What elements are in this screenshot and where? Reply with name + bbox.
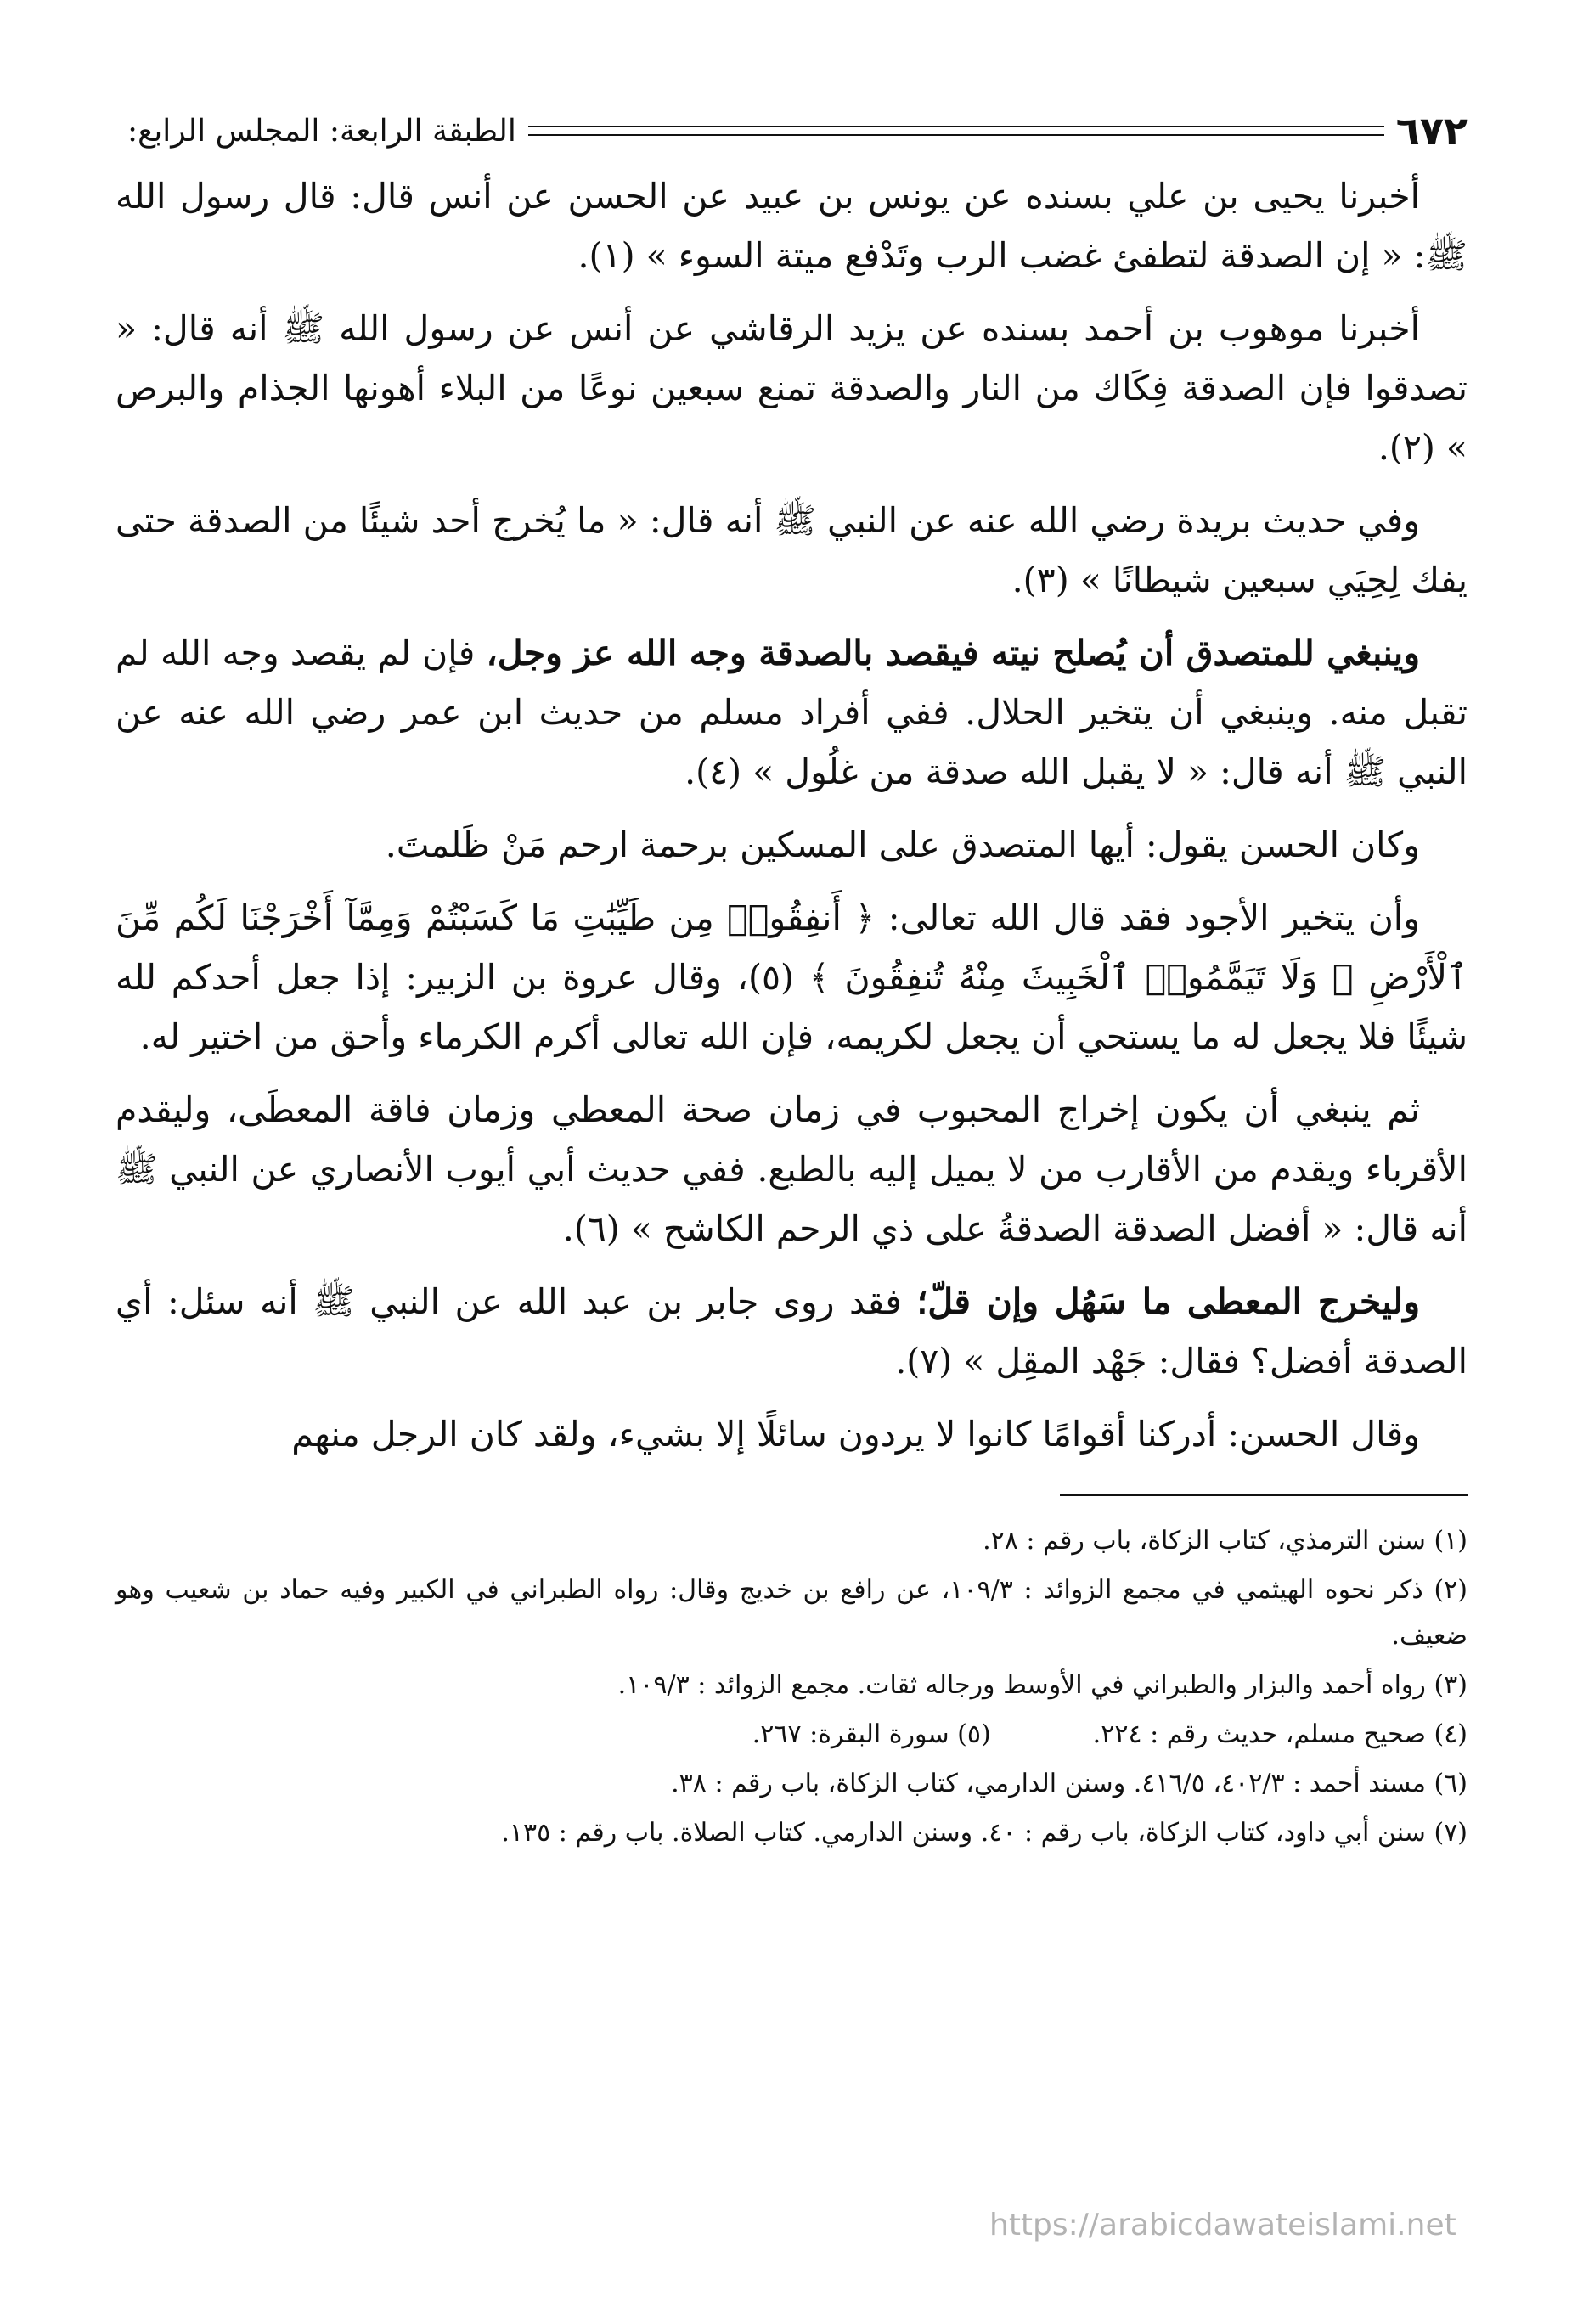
paragraph-text: وفي حديث بريدة رضي الله عنه عن النبي ﷺ أنه قال: « ما يُخرج أحد شيئًا من الصدقة حتى يفك لِحِيَي سبعين شيطانًا » (٣). [115,500,1468,600]
paragraph [115,815,1468,875]
paragraph [115,299,1468,477]
paragraph-text: وقال الحسن: أدركنا أقوامًا كانوا لا يردون سائلًا إلا بشيء، ولقد كان الرجل منهم [291,1414,1420,1455]
footnote-2: (٢) ذكر نحوه الهيثمي في مجمع الزوائد : ١٠٩/٣، عن رافع بن خديج وقال: رواه الطبراني في الكبير وفيه حماد بن شعيب وهو ضعيف. [115,1575,1468,1651]
paragraph-lead: وليخرج المعطى ما سَهُل وإن قلّ؛ [916,1281,1421,1322]
paragraph [115,623,1468,802]
paragraph [115,888,1468,1066]
paragraph-text: ثم ينبغي أن يكون إخراج المحبوب في زمان صحة المعطي وزمان فاقة المعطَى، وليقدم الأقرباء ويقدم من الأقارب من لا يميل إليه بالطبع. ففي حديث أبي أيوب الأنصاري عن النبي ﷺ أنه قال: « أفضل الصدقة الصدقةُ على ذي الرحم الكاشح » (٦). [115,1089,1468,1249]
footnote-5: (٥) سورة البقرة: ٢٦٧. [752,1719,991,1749]
paragraph-text: أخبرنا يحيى بن علي بسنده عن يونس بن عبيد عن الحسن عن أنس قال: قال رسول الله ﷺ: « إن الصدقة لتطفئ غضب الرب وتَدْفع ميتة السوء » (١). [115,176,1468,276]
paragraph-lead: وينبغي للمتصدق أن يُصلح نيته فيقصد بالصدقة وجه الله عز وجل، [486,633,1421,673]
watermark-url: https://arabicdawateislami.net [989,2208,1456,2242]
paragraph [115,1272,1468,1391]
paragraph [115,166,1468,285]
footnote-separator [1060,1494,1468,1496]
footnote-1: (١) سنن الترمذي، كتاب الزكاة، باب رقم : ٢٨. [983,1526,1468,1556]
page-header [115,100,1468,161]
paragraph-text: فقد روى جابر بن عبد الله عن النبي ﷺ أنه سئل: أي الصدقة أفضل؟ فقال: جَهْد المقِل » (٧). [115,1281,1468,1381]
paragraph [115,491,1468,610]
footnote-7: (٧) سنن أبي داود، كتاب الزكاة، باب رقم : ٤٠. وسنن الدارمي. كتاب الصلاة. باب رقم : ١٣٥. [501,1818,1468,1848]
paragraph-text: وأن يتخير الأجود فقد قال الله تعالى: ﴿ أَنفِقُوا۟ مِن طَيِّبَٰتِ مَا كَسَبْتُمْ وَمِمَّآ أَخْرَجْنَا لَكُم مِّنَ ٱلْأَرْضِ ۖ وَلَا تَيَمَّمُوا۟ ٱلْخَبِيثَ مِنْهُ تُنفِقُونَ ﴾ (٥)، وقال عروة بن الزبير: إذا جعل أحدكم لله شيئًا فلا يجعل له ما يستحي أن يجعل لكريمه، فإن الله تعالى أكرم الكرماء وأحق من اختير له. [115,898,1468,1057]
page-number: ٦٧٢ [1395,108,1468,154]
paragraph-text: فإن لم يقصد وجه الله لم تقبل منه. وينبغي أن يتخير الحلال. ففي أفراد مسلم من حديث ابن عمر رضي الله عنه عن النبي ﷺ أنه قال: « لا يقبل الله صدقة من غلُول » (٤). [115,633,1468,792]
footnotes [115,1518,1468,1856]
footnote-6: (٦) مسند أحمد : ٤٠٢/٣، ٤١٦/٥. وسنن الدارمي، كتاب الزكاة، باب رقم : ٣٨. [671,1769,1468,1798]
book-page [115,100,1468,2257]
header-rule [528,126,1384,136]
footnote-3: (٣) رواه أحمد والبزار والطبراني في الأوسط ورجاله ثقات. مجمع الزوائد : ١٠٩/٣. [617,1670,1468,1700]
running-head: الطبقة الرابعة: المجلس الرابع: [127,113,516,149]
footnote-row-4-5 [115,1712,1468,1758]
paragraph-text: أخبرنا موهوب بن أحمد بسنده عن يزيد الرقاشي عن أنس عن رسول الله ﷺ أنه قال: « تصدقوا فإن الصدقة فِكَاك من النار والصدقة تمنع سبعين نوعًا من البلاء أهونها الجذام والبرص » (٢). [115,308,1468,468]
footnote-4: (٤) صحيح مسلم، حديث رقم : ٢٢٤. [1092,1719,1468,1749]
main-text [115,166,1468,1464]
paragraph [115,1404,1468,1464]
paragraph-text: وكان الحسن يقول: أيها المتصدق على المسكين برحمة ارحم مَنْ ظَلمتَ. [385,824,1420,865]
paragraph [115,1080,1468,1258]
